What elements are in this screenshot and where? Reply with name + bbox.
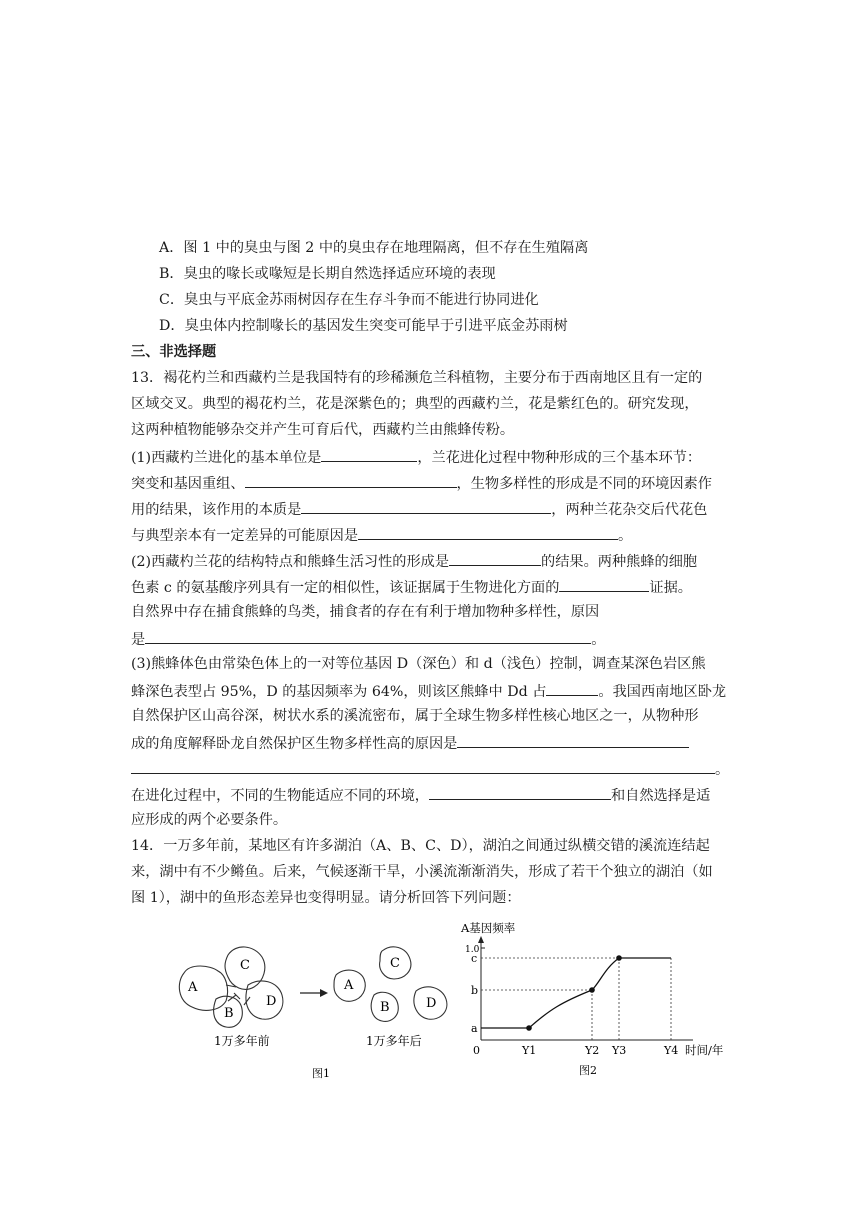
q13-p1-text: 。 (618, 528, 633, 544)
lake-label: C (390, 956, 400, 971)
lake-label: A (188, 980, 198, 995)
q13-p1-text: (1)西藏杓兰进化的基本单位是 (131, 450, 322, 466)
q13-part1-line2 (131, 472, 712, 494)
section-title: 三、非选择题 (131, 344, 217, 360)
q13-p2-text: 色素 c 的氨基酸序列具有一定的相似性，该证据属于生物进化方面的 (131, 580, 560, 596)
x-tick-label: Y2 (585, 1044, 600, 1057)
answer-blank[interactable] (457, 732, 689, 748)
q13-p2-text: (2)西藏杓兰花的结构特点和熊蜂生活习性的形成是 (131, 554, 450, 570)
lake-label: A (344, 978, 354, 993)
q13-part2-line2 (131, 576, 692, 598)
q13-p1-text: ，兰花进化过程中物种形成的三个基本环节： (417, 450, 702, 466)
q13-p1-text: 与典型亲本有一定差异的可能原因是 (131, 528, 359, 544)
arrow-head (320, 989, 328, 997)
q13-p1-text: ，生物多样性的形成是不同的环境因素作 (456, 476, 712, 492)
option-a: A．图 1 中的臭虫与图 2 中的臭虫存在地理隔离，但不存在生殖隔离 (159, 240, 589, 256)
q13-intro-line3: 这两种植物能够杂交并产生可育后代，西藏杓兰由熊蜂传粉。 (131, 422, 515, 438)
series-line (481, 958, 671, 1028)
y-tick-label: 1.0 (465, 945, 480, 955)
y-tick-label: b (471, 984, 479, 997)
answer-blank[interactable] (245, 472, 457, 488)
answer-blank[interactable] (429, 784, 611, 800)
answer-blank[interactable] (321, 446, 417, 462)
caption-before: 1万多年前 (214, 1034, 270, 1048)
option-c: C．臭虫与平底金苏雨树因存在生存斗争而不能进行协同进化 (159, 292, 539, 308)
q14-line3: 图 1），湖中的鱼形态差异也变得明显。请分析回答下列问题： (131, 890, 521, 906)
data-point (526, 1025, 532, 1031)
answer-blank[interactable] (559, 576, 649, 592)
answer-blank[interactable] (131, 758, 715, 774)
q13-part3-line2 (131, 680, 726, 702)
q13-p3-text: 。 (715, 762, 730, 778)
x-tick-label: 0 (473, 1044, 480, 1057)
answer-blank[interactable] (301, 498, 551, 514)
q14-line1: 14．一万多年前，某地区有许多湖泊（A、B、C、D），湖泊之间通过纵横交错的溪流连结起 (131, 838, 710, 854)
answer-blank[interactable] (145, 628, 591, 644)
q13-p1-text: 用的结果，该作用的本质是 (131, 502, 302, 518)
q13-part3-line3: 自然保护区山高谷深，树状水系的溪流密布，属于全球生物多样性核心地区之一，从物种形 (131, 708, 699, 724)
figure1-label: 图1 (312, 1067, 330, 1080)
q13-intro-line1: 13．褐花杓兰和西藏杓兰是我国特有的珍稀濒危兰科植物，主要分布于西南地区且有一定的 (131, 370, 703, 386)
x-tick-label: Y3 (612, 1044, 627, 1057)
q13-p1-text: ，两种兰花杂交后代花色 (551, 502, 708, 518)
figure1-lakes-diagram (170, 935, 470, 1085)
figure2-label: 图2 (579, 1064, 597, 1077)
q13-part3-line6 (131, 784, 710, 806)
q13-part3-line7: 应形成的两个必要条件。 (131, 812, 288, 828)
q13-part1-line3 (131, 498, 707, 520)
y-axis-arrow (478, 936, 484, 943)
q13-p3-text: 成的角度解释卧龙自然保护区生物多样性高的原因是 (131, 736, 458, 752)
q13-part2-line1 (131, 550, 697, 572)
lake-a-before (179, 966, 227, 1010)
q13-part3-line1: (3)熊蜂体色由常染色体上的一对等位基因 D（深色）和 d（浅色）控制，调查某深色岩区熊 (131, 656, 706, 672)
y-tick-label: c (471, 952, 478, 965)
q13-part2-line4 (131, 628, 605, 650)
answer-blank[interactable] (358, 524, 618, 540)
q13-p3-text: 。我国西南地区卧龙 (598, 684, 727, 700)
q13-p3-text: 蜂深色表型占 95%，D 的基因频率为 64%，则该区熊蜂中 Dd 占 (131, 684, 547, 700)
figure2-chart (455, 918, 724, 1078)
option-b: B．臭虫的喙长或喙短是长期自然选择适应环境的表现 (159, 266, 496, 282)
q13-p3-text: 在进化过程中，不同的生物能适应不同的环境， (131, 788, 429, 804)
lake-label: D (266, 994, 277, 1009)
y-axis-label: A基因频率 (461, 921, 516, 935)
x-axis-label: 时间/年 (685, 1043, 724, 1057)
caption-after: 1万多年后 (366, 1034, 422, 1048)
q13-part3-line4 (131, 732, 689, 754)
q13-p2-text: 的结果。两种熊蜂的细胞 (541, 554, 698, 570)
y-tick-label: a (471, 1022, 478, 1035)
q13-part3-line5 (131, 758, 729, 780)
x-tick-label: Y4 (664, 1044, 679, 1057)
data-point (616, 955, 622, 961)
lake-d-before (246, 981, 283, 1019)
q13-p2-text: 。 (591, 632, 606, 648)
x-tick-label: Y1 (522, 1044, 537, 1057)
q13-p1-text: 突变和基因重组、 (131, 476, 245, 492)
q13-part1-line1 (131, 446, 701, 468)
q13-intro-line2: 区域交叉。典型的褐花杓兰，花是深紫色的；典型的西藏杓兰，花是紫红色的。研究发现， (131, 396, 699, 412)
option-d: D．臭虫体内控制喙长的基因发生突变可能早于引进平底金苏雨树 (159, 318, 568, 334)
answer-blank[interactable] (546, 680, 598, 696)
data-point (589, 987, 595, 993)
q13-p2-text: 证据。 (649, 580, 692, 596)
lake-label: C (240, 958, 250, 973)
answer-blank[interactable] (449, 550, 541, 566)
lake-label: D (426, 996, 437, 1011)
q13-part2-line3: 自然界中存在捕食熊蜂的鸟类，捕食者的存在有利于增加物种多样性，原因 (131, 604, 600, 620)
q13-p2-text: 是 (131, 632, 146, 648)
q13-part1-line4 (131, 524, 632, 546)
lake-label: B (224, 1006, 234, 1021)
lake-label: B (380, 1000, 390, 1015)
q13-p3-text: 和自然选择是适 (610, 788, 711, 804)
q14-line2: 来，湖中有不少鳉鱼。后来，气候逐渐干旱，小溪流渐渐消失，形成了若干个独立的湖泊（如 (131, 864, 713, 880)
